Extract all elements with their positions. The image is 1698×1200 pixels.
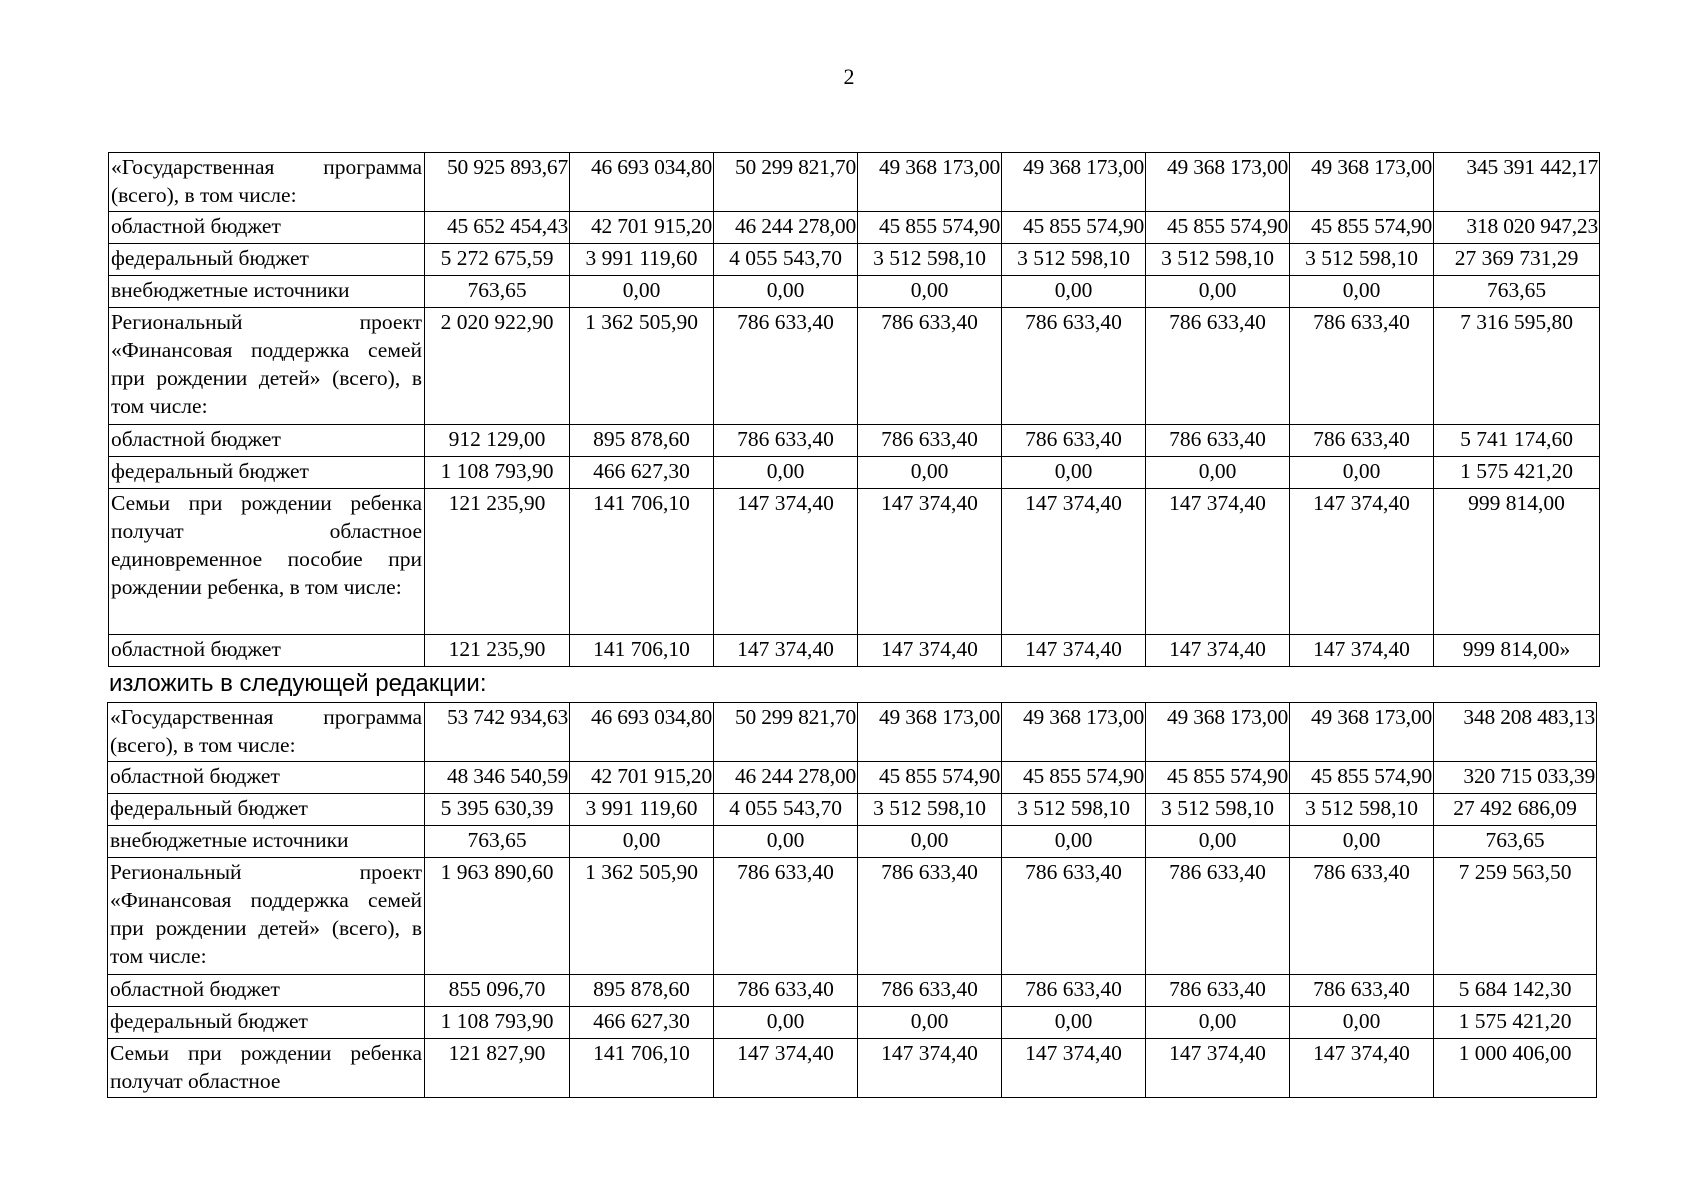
table-row [108,703,1597,762]
cell-value: 0,00 [1002,276,1146,308]
cell-value: 45 855 574,90 [1002,762,1146,794]
cell-value: 0,00 [1290,457,1434,489]
cell-value: 786 633,40 [1290,308,1434,425]
cell-value: 147 374,40 [1002,1039,1146,1098]
cell-value: 147 374,40 [1002,489,1146,635]
table-row [109,425,1600,457]
cell-value: 786 633,40 [714,425,858,457]
cell-value: 0,00 [570,826,714,858]
cell-total: 999 814,00 [1434,489,1600,635]
cell-value: 46 244 278,00 [714,762,858,794]
budget-table-current [108,152,1600,667]
row-label: федеральный бюджет [108,794,425,826]
cell-total: 7 316 595,80 [1434,308,1600,425]
cell-total: 345 391 442,17 [1434,153,1600,212]
cell-value: 0,00 [858,826,1002,858]
cell-value: 0,00 [858,1007,1002,1039]
row-label: Семьи при рождении ребенка получат областное единовременное пособие при рождении ребенка, в том числе: [109,489,425,635]
row-label: областной бюджет [108,975,425,1007]
cell-value: 147 374,40 [1146,489,1290,635]
cell-value: 3 512 598,10 [1002,794,1146,826]
cell-value: 141 706,10 [570,635,714,667]
cell-value: 0,00 [1002,457,1146,489]
cell-value: 5 272 675,59 [425,244,570,276]
cell-value: 0,00 [1146,276,1290,308]
cell-value: 0,00 [858,276,1002,308]
cell-value: 53 742 934,63 [425,703,570,762]
cell-value: 147 374,40 [1002,635,1146,667]
cell-value: 42 701 915,20 [570,762,714,794]
row-label: внебюджетные источники [109,276,425,308]
cell-value: 786 633,40 [1290,858,1434,975]
table-row [109,212,1600,244]
cell-value: 4 055 543,70 [714,794,858,826]
cell-total: 5 741 174,60 [1434,425,1600,457]
cell-value: 0,00 [858,457,1002,489]
cell-value: 50 925 893,67 [425,153,570,212]
cell-value: 49 368 173,00 [1002,703,1146,762]
row-label: внебюджетные источники [108,826,425,858]
cell-value: 1 362 505,90 [570,308,714,425]
cell-value: 45 855 574,90 [1146,762,1290,794]
cell-total: 763,65 [1434,826,1597,858]
cell-value: 147 374,40 [714,1039,858,1098]
cell-value: 786 633,40 [858,858,1002,975]
cell-value: 786 633,40 [858,308,1002,425]
cell-total: 320 715 033,39 [1434,762,1597,794]
cell-value: 4 055 543,70 [714,244,858,276]
cell-value: 49 368 173,00 [1002,153,1146,212]
cell-value: 466 627,30 [570,457,714,489]
cell-value: 46 244 278,00 [714,212,858,244]
cell-value: 0,00 [1290,276,1434,308]
cell-value: 786 633,40 [714,308,858,425]
cell-value: 1 108 793,90 [425,1007,570,1039]
cell-value: 786 633,40 [1002,425,1146,457]
cell-value: 855 096,70 [425,975,570,1007]
cell-value: 763,65 [425,826,570,858]
table-row [108,1039,1597,1098]
table-row [108,794,1597,826]
table-row [109,489,1600,635]
cell-value: 45 652 454,43 [425,212,570,244]
cell-total: 999 814,00» [1434,635,1600,667]
cell-value: 50 299 821,70 [714,153,858,212]
table-row [109,635,1600,667]
table-row [109,244,1600,276]
row-label: Региональный проект «Финансовая поддержка семей при рождении детей» (всего), в том числе: [109,308,425,425]
cell-value: 3 512 598,10 [1002,244,1146,276]
cell-value: 0,00 [570,276,714,308]
row-label: федеральный бюджет [109,457,425,489]
row-label: Семьи при рождении ребенка получат областное [108,1039,425,1098]
row-label: федеральный бюджет [108,1007,425,1039]
table-row [108,762,1597,794]
row-label: областной бюджет [109,212,425,244]
row-label: федеральный бюджет [109,244,425,276]
table-row [109,457,1600,489]
cell-value: 786 633,40 [1002,975,1146,1007]
table-row [109,153,1600,212]
cell-value: 3 512 598,10 [858,244,1002,276]
table-row [109,308,1600,425]
cell-value: 50 299 821,70 [714,703,858,762]
cell-value: 147 374,40 [858,489,1002,635]
cell-value: 45 855 574,90 [1002,212,1146,244]
cell-value: 147 374,40 [858,1039,1002,1098]
cell-value: 147 374,40 [1290,489,1434,635]
row-label: Региональный проект «Финансовая поддержка семей при рождении детей» (всего), в том числе: [108,858,425,975]
cell-value: 45 855 574,90 [1146,212,1290,244]
cell-total: 1 575 421,20 [1434,1007,1597,1039]
cell-value: 49 368 173,00 [858,703,1002,762]
cell-value: 141 706,10 [570,489,714,635]
cell-value: 147 374,40 [1146,635,1290,667]
cell-value: 147 374,40 [1290,635,1434,667]
row-label: областной бюджет [109,635,425,667]
table-row [108,975,1597,1007]
cell-value: 786 633,40 [714,975,858,1007]
cell-value: 0,00 [714,276,858,308]
cell-value: 49 368 173,00 [1146,703,1290,762]
cell-value: 786 633,40 [1146,858,1290,975]
cell-total: 1 575 421,20 [1434,457,1600,489]
cell-value: 786 633,40 [1290,425,1434,457]
cell-value: 121 235,90 [425,635,570,667]
cell-total: 5 684 142,30 [1434,975,1597,1007]
cell-value: 786 633,40 [1146,425,1290,457]
table-row [108,858,1597,975]
cell-total: 763,65 [1434,276,1600,308]
cell-value: 786 633,40 [1146,975,1290,1007]
cell-total: 27 369 731,29 [1434,244,1600,276]
row-label: областной бюджет [108,762,425,794]
cell-value: 3 991 119,60 [570,244,714,276]
cell-value: 2 020 922,90 [425,308,570,425]
cell-value: 45 855 574,90 [858,762,1002,794]
cell-value: 3 512 598,10 [1290,794,1434,826]
cell-value: 49 368 173,00 [858,153,1002,212]
cell-value: 49 368 173,00 [1290,153,1434,212]
cell-value: 3 991 119,60 [570,794,714,826]
cell-value: 3 512 598,10 [1146,794,1290,826]
cell-value: 5 395 630,39 [425,794,570,826]
cell-value: 45 855 574,90 [1290,762,1434,794]
cell-total: 348 208 483,13 [1434,703,1597,762]
cell-value: 45 855 574,90 [858,212,1002,244]
cell-value: 0,00 [1002,1007,1146,1039]
cell-value: 786 633,40 [1146,308,1290,425]
cell-total: 27 492 686,09 [1434,794,1597,826]
page-number: 2 [843,64,855,89]
table-row [108,826,1597,858]
row-label: «Государственная программа (всего), в том числе: [108,703,425,762]
row-label: «Государственная программа (всего), в том числе: [109,153,425,212]
cell-value: 0,00 [1146,457,1290,489]
cell-value: 912 129,00 [425,425,570,457]
cell-total: 318 020 947,23 [1434,212,1600,244]
cell-value: 45 855 574,90 [1290,212,1434,244]
cell-value: 42 701 915,20 [570,212,714,244]
cell-value: 46 693 034,80 [570,153,714,212]
cell-value: 0,00 [714,1007,858,1039]
cell-value: 147 374,40 [858,635,1002,667]
cell-value: 763,65 [425,276,570,308]
cell-value: 0,00 [1002,826,1146,858]
cell-value: 147 374,40 [714,635,858,667]
cell-value: 121 827,90 [425,1039,570,1098]
cell-value: 3 512 598,10 [1146,244,1290,276]
cell-value: 786 633,40 [1290,975,1434,1007]
cell-value: 121 235,90 [425,489,570,635]
budget-table-revised [107,702,1597,1098]
cell-value: 49 368 173,00 [1290,703,1434,762]
cell-value: 0,00 [1146,826,1290,858]
cell-value: 49 368 173,00 [1146,153,1290,212]
cell-value: 0,00 [1146,1007,1290,1039]
cell-value: 3 512 598,10 [1290,244,1434,276]
cell-value: 786 633,40 [1002,308,1146,425]
cell-value: 1 362 505,90 [570,858,714,975]
table-row [109,276,1600,308]
cell-value: 147 374,40 [714,489,858,635]
cell-value: 1 963 890,60 [425,858,570,975]
cell-value: 3 512 598,10 [858,794,1002,826]
cell-value: 0,00 [714,457,858,489]
cell-value: 466 627,30 [570,1007,714,1039]
cell-value: 786 633,40 [858,975,1002,1007]
cell-value: 0,00 [714,826,858,858]
cell-value: 141 706,10 [570,1039,714,1098]
cell-value: 895 878,60 [570,425,714,457]
cell-value: 0,00 [1290,1007,1434,1039]
cell-value: 0,00 [1290,826,1434,858]
cell-value: 48 346 540,59 [425,762,570,794]
cell-value: 786 633,40 [714,858,858,975]
cell-value: 895 878,60 [570,975,714,1007]
cell-value: 786 633,40 [1002,858,1146,975]
table-row [108,1007,1597,1039]
cell-total: 7 259 563,50 [1434,858,1597,975]
section-heading: изложить в следующей редакции: [109,670,487,697]
cell-total: 1 000 406,00 [1434,1039,1597,1098]
cell-value: 1 108 793,90 [425,457,570,489]
row-label: областной бюджет [109,425,425,457]
cell-value: 786 633,40 [858,425,1002,457]
cell-value: 147 374,40 [1146,1039,1290,1098]
cell-value: 147 374,40 [1290,1039,1434,1098]
cell-value: 46 693 034,80 [570,703,714,762]
